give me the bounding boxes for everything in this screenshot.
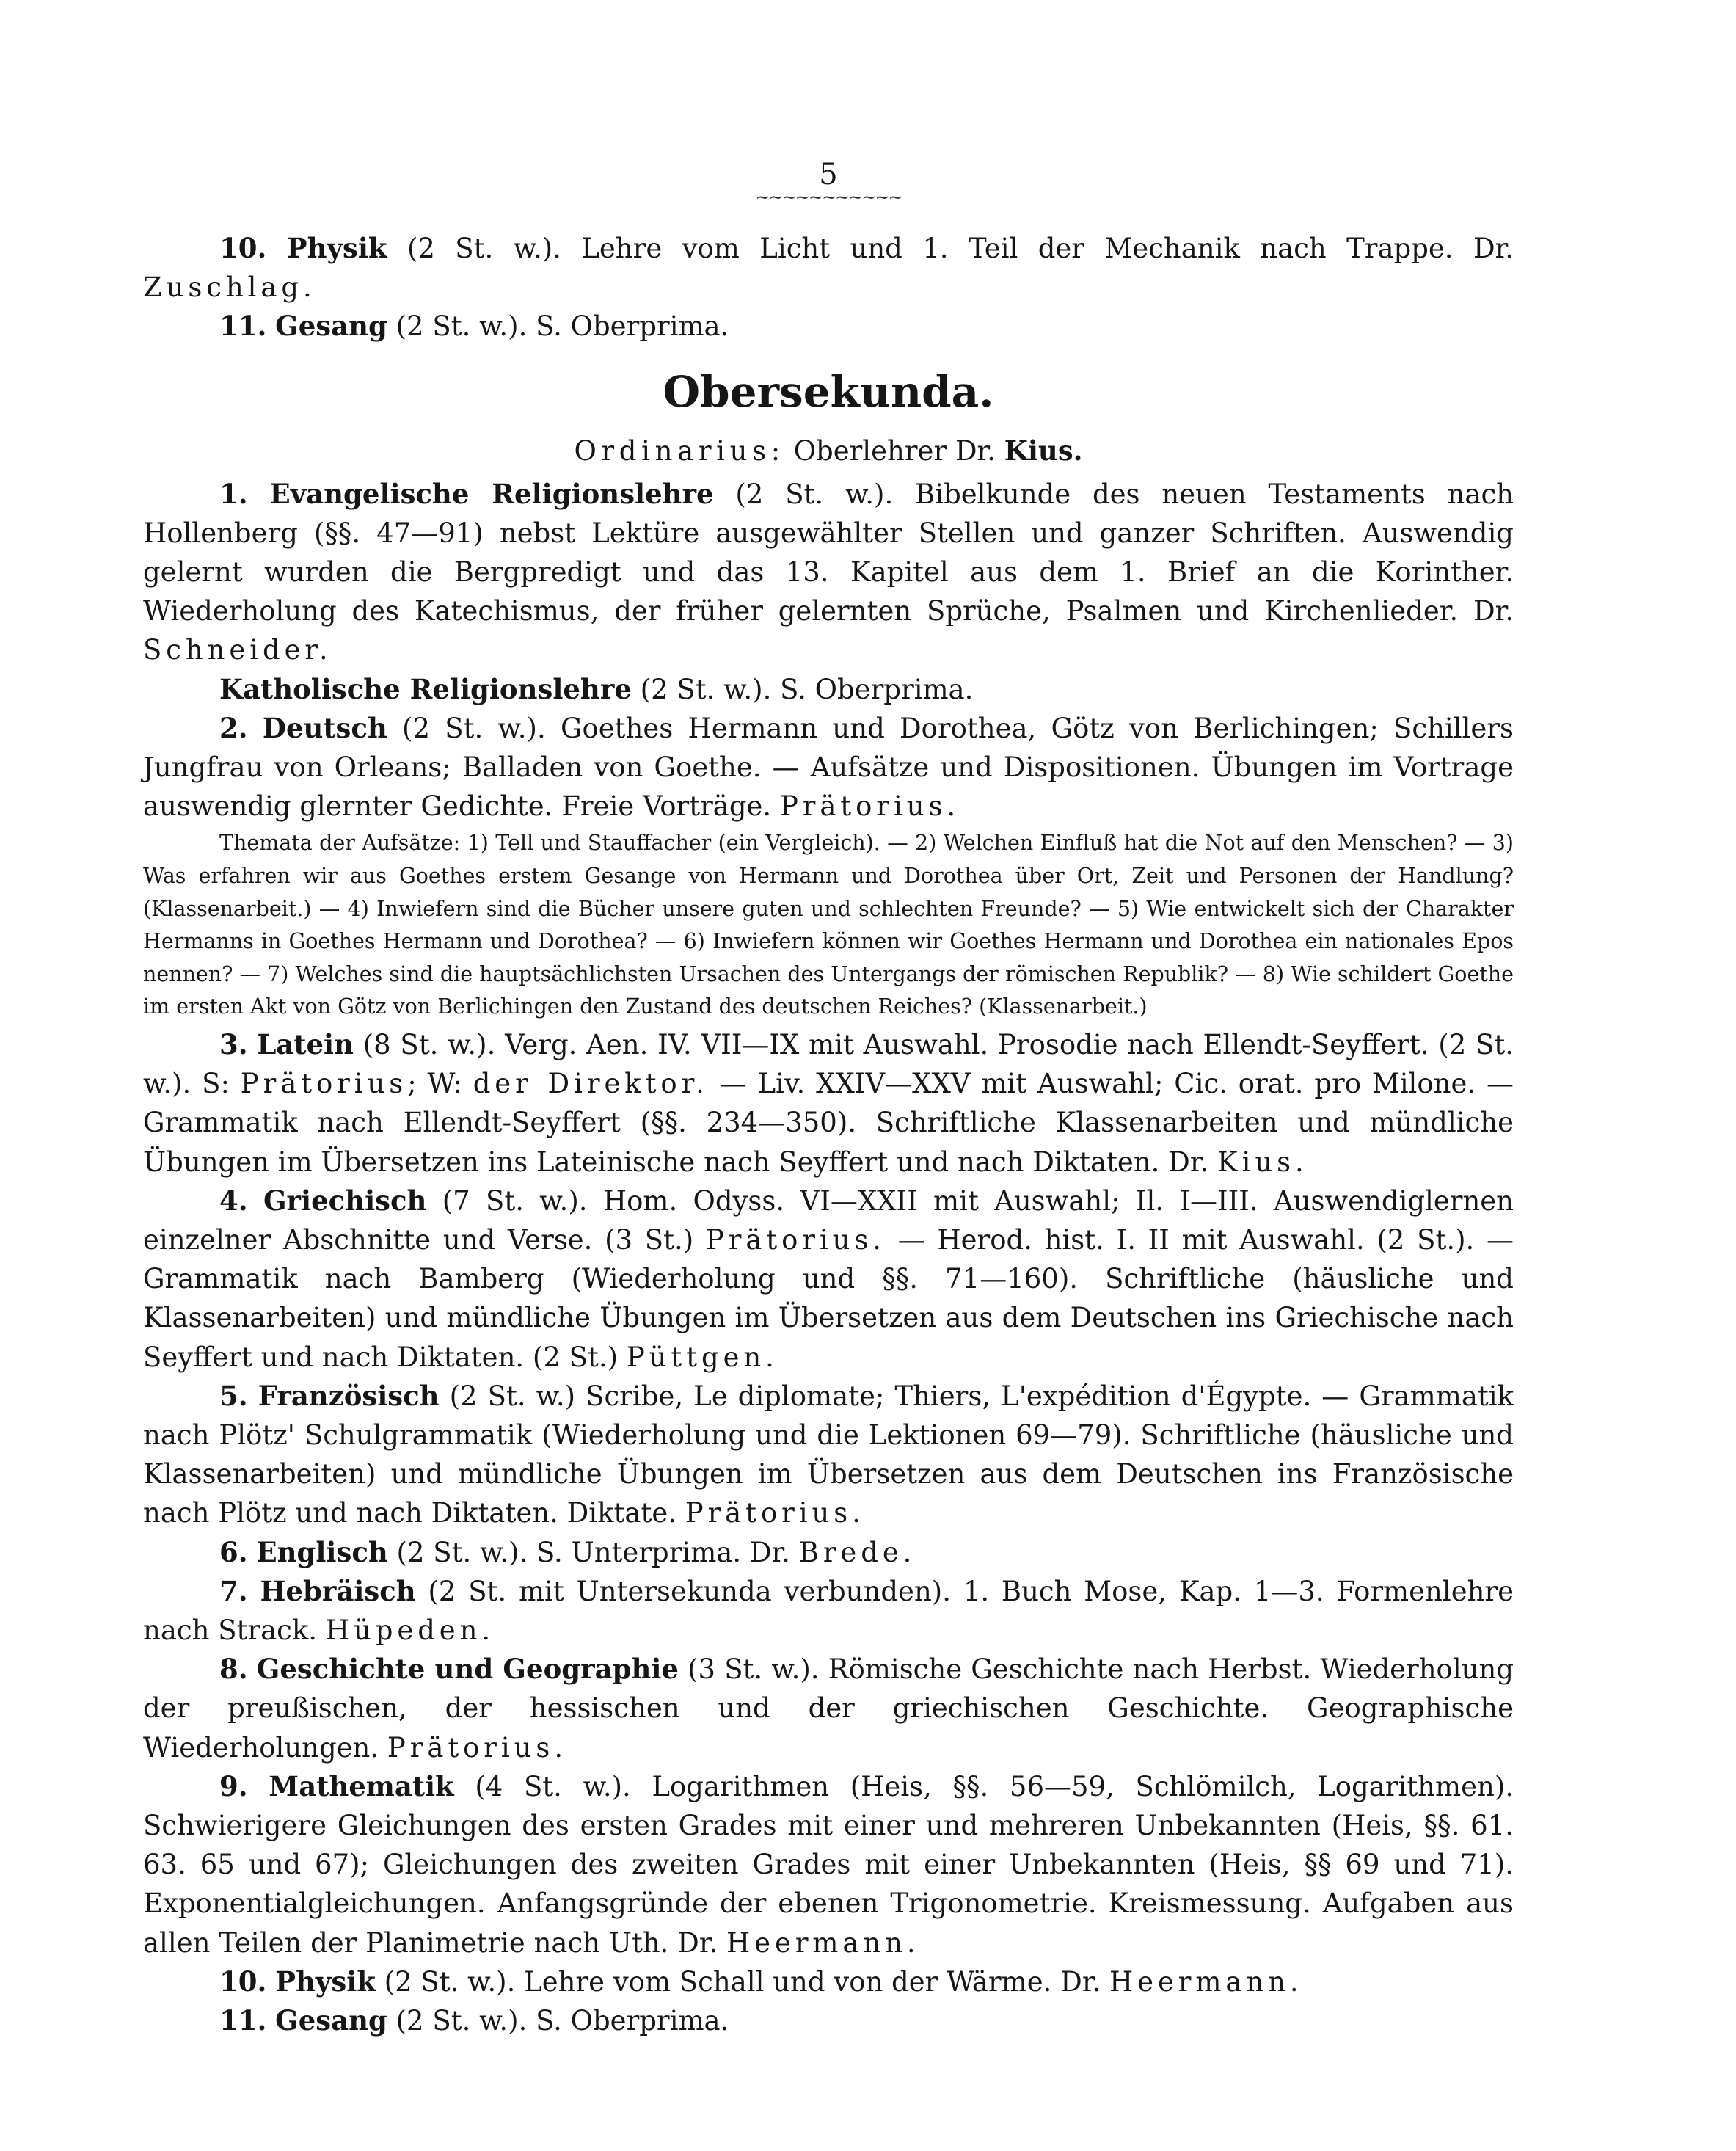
entry-text: (2 St. w.). Goethes Hermann und Dorothea, Götz von Berlichingen; Schillers Jungfrau von Orleans; Balladen von Goethe. — Aufsätze und Dispositionen. Übungen im Vortrage auswendig glernter Gedichte. Freie Vorträge. [143, 712, 1514, 823]
subject-name: Deutsch [262, 711, 387, 744]
entry-text: — Liv. XXIV—XXV mit Auswahl; Cic. orat. pro Milone. — Grammatik nach Ellendt-Seyffert (§§. 234—350). Schriftliche Klassenarbeiten und mündliche Übungen im Übersetzen ins Lateinische nach Seyffert und nach Diktaten. Dr. [143, 1068, 1514, 1178]
prev-physik-entry [143, 229, 1514, 307]
englisch-entry [143, 1533, 1514, 1572]
teacher-name: Püttgen. [626, 1341, 778, 1373]
entry-number: 8. [219, 1653, 248, 1686]
subject-name: Gesang [275, 2004, 387, 2037]
entry-number: 3. [219, 1028, 248, 1060]
teacher-name: Prätorius. [705, 1224, 886, 1256]
entry-number: 1. [219, 477, 248, 510]
prev-gesang-entry [143, 307, 1514, 346]
franzoesisch-entry [143, 1377, 1514, 1533]
teacher-name: Schneider. [143, 634, 332, 666]
entry-text: ; W: [407, 1068, 462, 1100]
subject-name: Physik [275, 1965, 376, 1998]
subject-name: Latein [257, 1028, 354, 1060]
subject-name: Gesang [275, 310, 387, 343]
entry-number: 11. [219, 310, 267, 343]
teacher-name: Hüpeden. [325, 1615, 495, 1647]
religion-ev-entry [143, 475, 1514, 670]
entry-number: 6. [219, 1535, 248, 1568]
entry-number: 7. [219, 1574, 248, 1607]
deutsch-essay-themes: Themata der Aufsätze: 1) Tell und Stauffacher (ein Vergleich). — 2) Welchen Einfluß hat die Not auf den Menschen? — 3) Was erfahren wir aus Goethes erstem Gesange von Hermann und Dorothea über Ort, Zeit und Personen der Handlung? (Klassenarbeit.) — 4) Inwiefern sind die Bücher unsere guten und schlechten Freunde? — 5) Wie entwickelt sich der Charakter Hermanns in Goethes Hermann und Dorothea? — 6) Inwiefern können wir Goethes Hermann und Dorothea ein nationales Epos nennen? — 7) Welches sind die hauptsächlichsten Ursachen des Untergangs der römischen Republik? — 8) Wie schildert Goethe im ersten Akt von Götz von Berlichingen den Zustand des deutschen Reiches? (Klassenarbeit.) [143, 831, 1514, 1019]
page-number: 5 [819, 158, 838, 192]
teacher-name: Prätorius. [387, 1731, 568, 1764]
ordinarius-name: Kius. [1004, 434, 1083, 467]
subject-name: Französisch [258, 1379, 440, 1412]
teacher-name: der Direktor. [473, 1068, 709, 1100]
document-page [143, 147, 1514, 2055]
entry-text: S. Oberprima. [536, 310, 729, 343]
ordinarius-line [143, 430, 1514, 472]
page-number-ornament: ~~~~~~~~~~~ [755, 187, 902, 208]
teacher-name: Kius. [1217, 1146, 1308, 1178]
subject-name: Katholische Religionslehre [219, 672, 632, 705]
entry-text: (2 St. mit Untersekunda verbunden). 1. Buch Mose, Kap. 1—3. Formenlehre nach Strack. [143, 1575, 1514, 1647]
entry-text: (8 St. w.). Verg. Aen. IV. VII—IX mit Auswahl. Prosodie nach Ellendt-Seyffert. (2 St. w.). S: [143, 1029, 1514, 1100]
gesang-entry [143, 2001, 1514, 2040]
deutsch-entry [143, 709, 1514, 826]
subject-name: Griechisch [263, 1184, 427, 1217]
teacher-name: Heermann. [1109, 1965, 1303, 1998]
subject-name: Mathematik [269, 1769, 454, 1802]
ordinarius-value: Oberlehrer Dr. [793, 434, 996, 467]
teacher-name: Zuschlag. [143, 272, 316, 304]
griechisch-entry [143, 1182, 1514, 1377]
geschichte-entry [143, 1650, 1514, 1767]
entry-number: 4. [219, 1184, 248, 1217]
subject-name: Evangelische Religionslehre [269, 477, 714, 510]
entry-text: (3 St. w.). Römische Geschichte nach Herbst. Wiederholung der preußischen, der hessischen und der griechischen Geschichte. Geographische Wiederholungen. [143, 1653, 1514, 1764]
hebraeisch-entry [143, 1572, 1514, 1650]
entry-number: 11. [219, 2004, 267, 2037]
entry-number: 10. [219, 232, 267, 264]
subject-name: Geschichte und Geographie [256, 1653, 679, 1686]
subject-name: Physik [286, 232, 387, 264]
entry-text: Lehre vom Licht und 1. Teil der Mechanik nach Trappe. Dr. [581, 233, 1514, 264]
subject-name: Hebräisch [260, 1574, 416, 1607]
teacher-name: Brede. [798, 1536, 916, 1568]
entry-text: (4 St. w.). Logarithmen (Heis, §§. 56—59, Schlömilch, Logarithmen). Schwierigere Gleichungen des ersten Grades mit einer und mehreren Unbekannten (Heis, §§. 61. 63. 65 und 67); Gleichungen des zweiten Grades mit einer Unbekannten (Heis, §§ 69 und 71). Exponentialgleichungen. Anfangsgründe der ebenen Trigonometrie. Kreismessung. Aufgaben aus allen Teilen der Planimetrie nach Uth. Dr. [143, 1770, 1514, 1959]
section-title: Obersekunda. [663, 366, 994, 417]
hours: (2 St. w.). [406, 233, 561, 264]
subject-name: Englisch [256, 1535, 388, 1568]
physik-entry [143, 1962, 1514, 2001]
teacher-name: Prätorius. [685, 1497, 865, 1529]
entry-text: (2 St. w.) Scribe, Le diplomate; Thiers, L'expédition d'Égypte. — Grammatik nach Plötz' Schulgrammatik (Wiederholung und die Lektionen 69—79). Schriftliche (häusliche und Klassenarbeiten) und mündliche Übungen im Übersetzen aus dem Deutschen ins Französische nach Plötz und nach Diktaten. Diktate. [143, 1380, 1514, 1529]
latein-entry [143, 1025, 1514, 1182]
entry-text: (2 St. w.). Lehre vom Schall und von der Wärme. Dr. [384, 1965, 1101, 1998]
entry-text: (2 St. w.). S. Oberprima. [640, 673, 974, 705]
entry-text: (2 St. w.). Bibelkunde des neuen Testaments nach Hollenberg (§§. 47—91) nebst Lektüre ausgewählter Stellen und ganzer Schriften. Auswendig gelernt wurden die Bergpredigt und das 13. Kapitel aus dem 1. Brief an die Korinther. Wiederholung des Katechismus, der früher gelernten Sprüche, Psalmen und Kirchenlieder. Dr. [143, 478, 1514, 627]
teacher-name: Heermann. [726, 1926, 920, 1959]
mathematik-entry [143, 1767, 1514, 1962]
entry-text: (2 St. w.). S. Oberprima. [395, 2005, 729, 2037]
teacher-name: Prätorius [240, 1068, 408, 1100]
teacher-name: Prätorius. [779, 790, 960, 823]
hours: (2 St. w.). [395, 310, 528, 343]
religion-kath-entry [143, 670, 1514, 709]
entry-number: 2. [219, 711, 248, 744]
entry-number: 5. [219, 1379, 248, 1412]
entry-text: — Herod. hist. I. II mit Auswahl. (2 St.). — Grammatik nach Bamberg (Wiederholung und §§. 71—160). Schriftliche (häusliche und Klassenarbeiten) und mündliche Übungen im Übersetzen aus dem Deutschen ins Griechische nach Seyffert und nach Diktaten. (2 St.) [143, 1224, 1514, 1373]
ordinarius-label: Ordinarius: [574, 434, 785, 467]
entry-number: 10. [219, 1965, 267, 1998]
entry-number: 9. [219, 1769, 248, 1802]
entry-text: (2 St. w.). S. Unterprima. Dr. [396, 1536, 790, 1568]
entry-text: (7 St. w.). Hom. Odyss. VI—XXII mit Auswahl; Il. I—III. Auswendiglernen einzelner Abschnitte und Verse. (3 St.) [143, 1184, 1514, 1256]
